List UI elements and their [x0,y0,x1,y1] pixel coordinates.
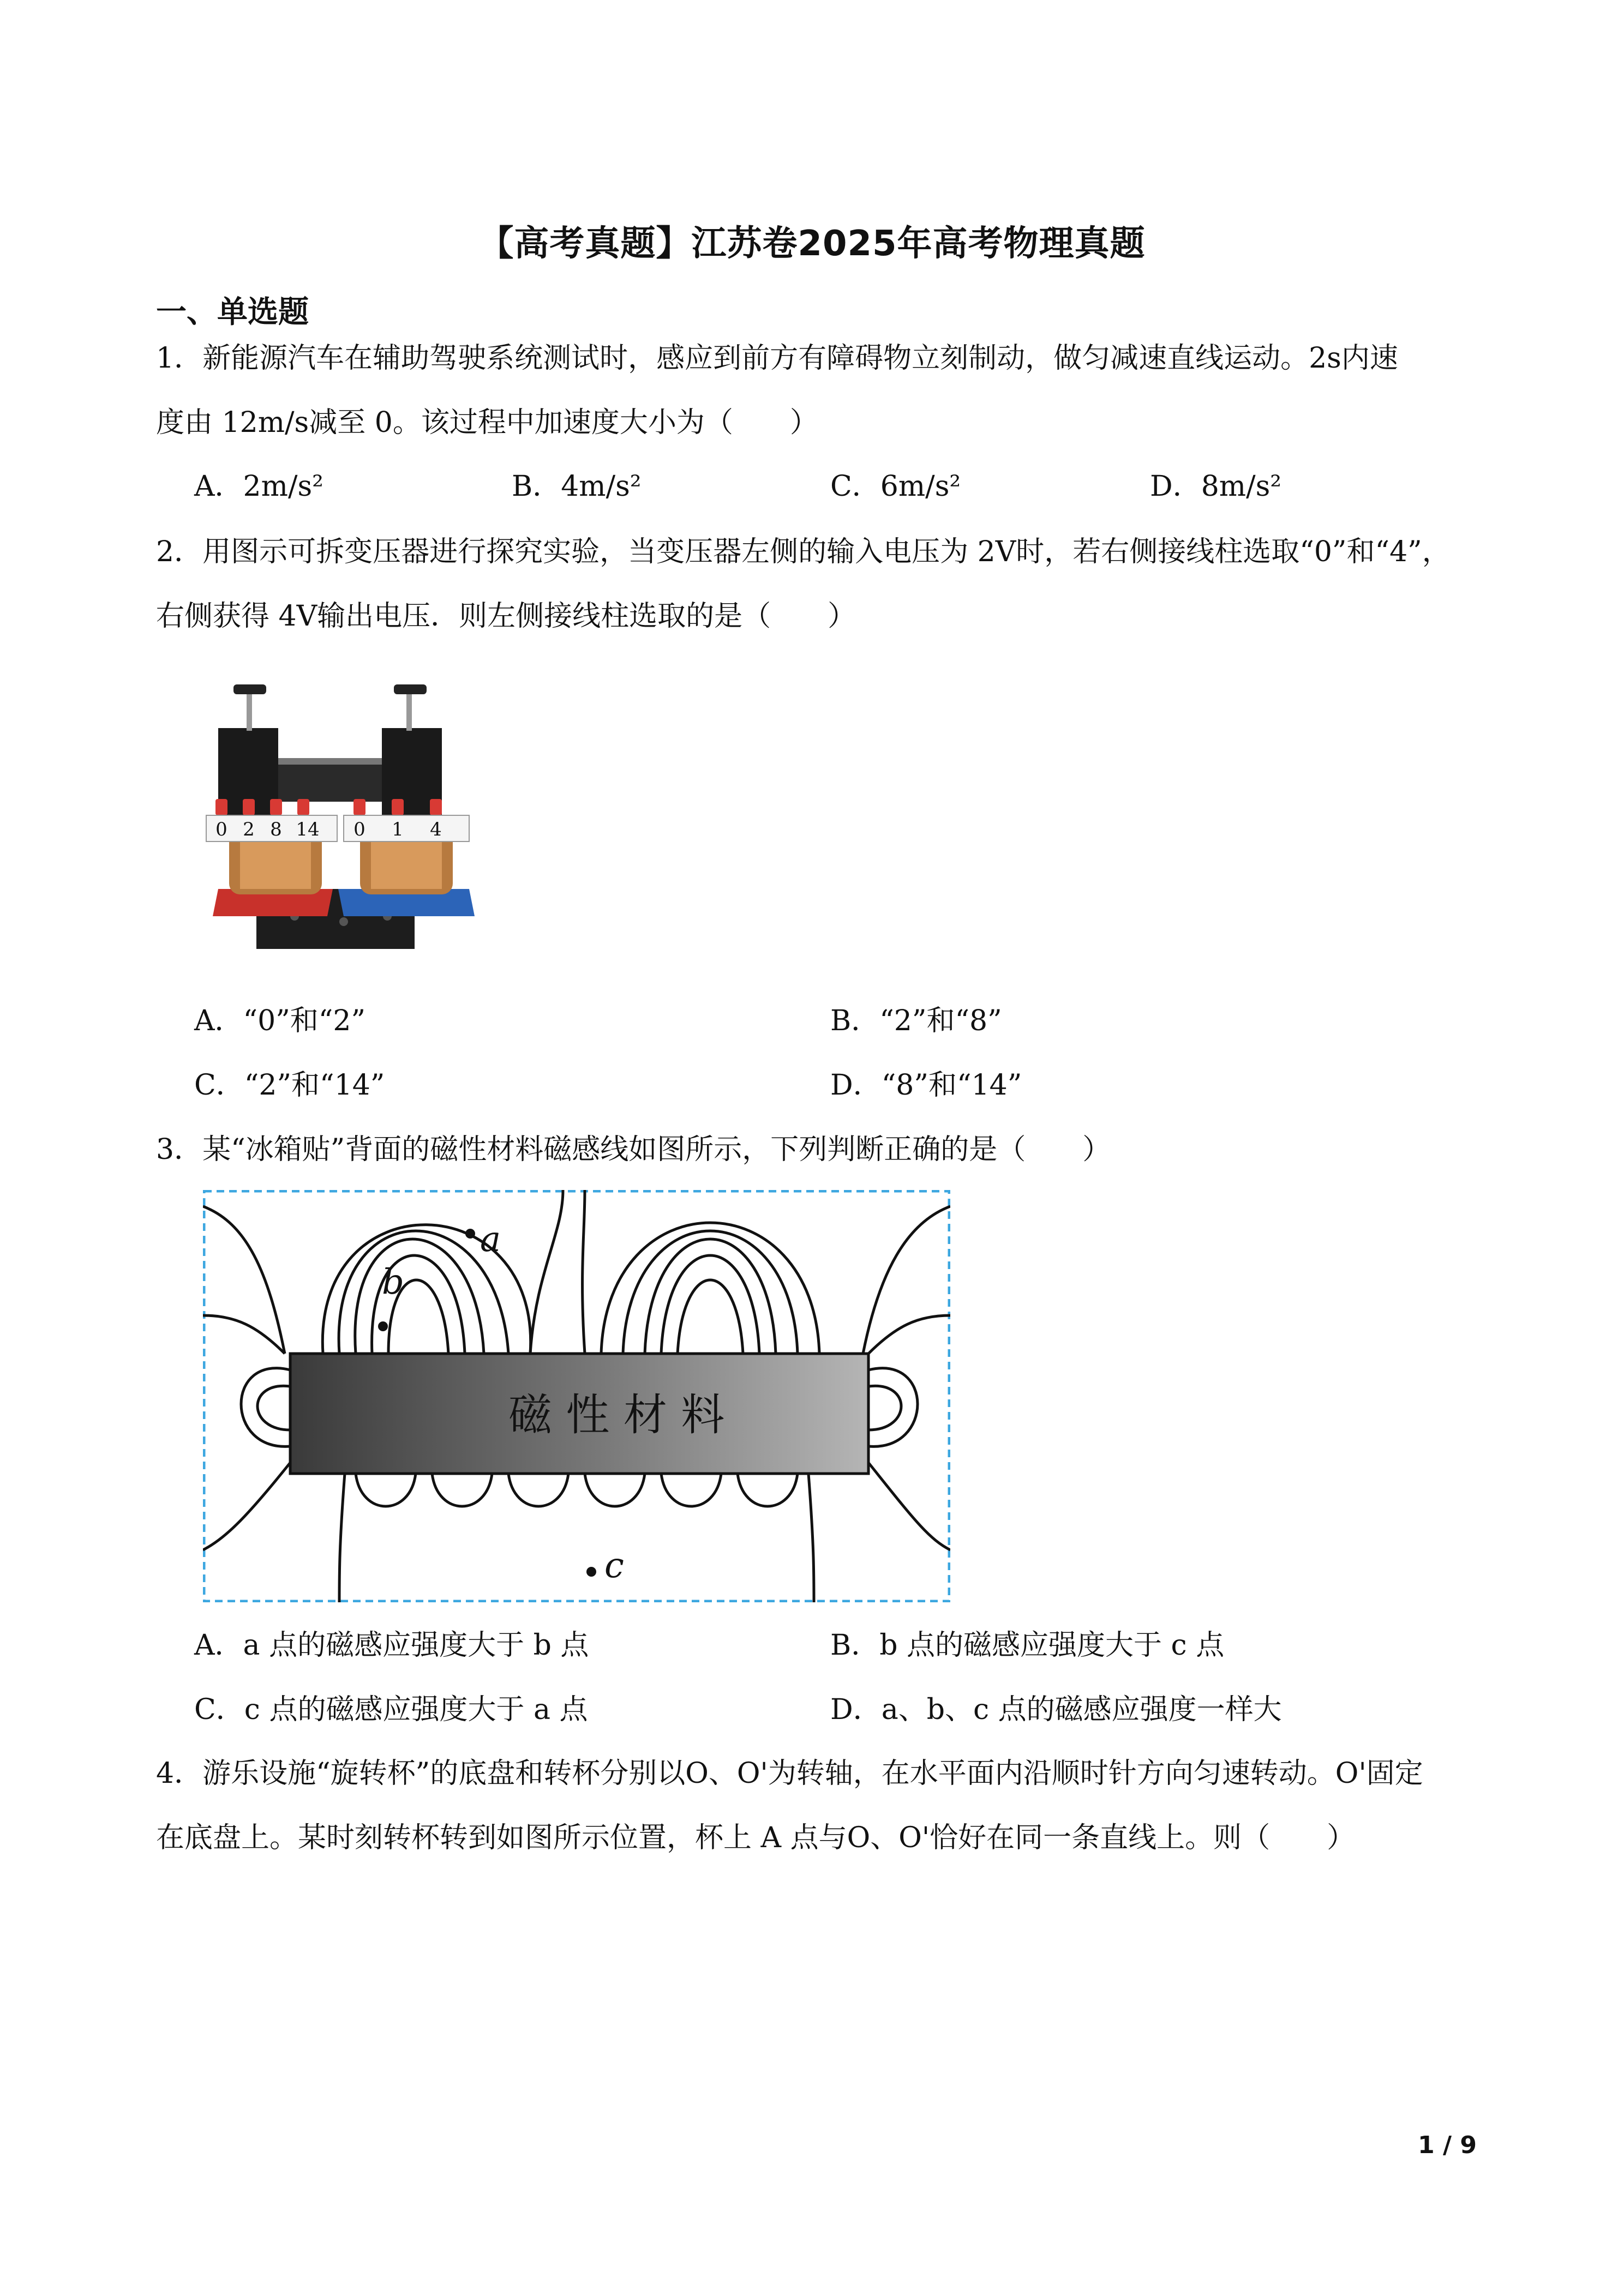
q2-option-a: A．“0”和“2” [194,1005,366,1037]
point-c-label: c [604,1546,624,1586]
magnetic-field-figure [203,1190,950,1602]
terminal-label-left-2: 2 [243,819,255,840]
q1-option-a: A．2m/s² [194,470,323,503]
terminal-label-left-14: 14 [296,819,320,840]
terminal-label-left-0: 0 [215,819,227,840]
q4-line1: 4．游乐设施“旋转杯”的底盘和转杯分别以O、O'为转轴，在水平面内沿顺时针方向匀速转动。O'固定 [156,1757,1423,1790]
q1-option-b: B．4m/s² [512,470,642,503]
terminal-label-right-1: 1 [392,819,404,840]
section-heading: 一、单选题 [156,294,309,330]
q3-option-d: D．a、b、c 点的磁感应强度一样大 [830,1693,1282,1726]
q2-option-d: D．“8”和“14” [830,1069,1022,1102]
q2-option-c: C．“2”和“14” [194,1069,385,1102]
q3-line1: 3．某“冰箱贴”背面的磁性材料磁感线如图所示，下列判断正确的是（ ） [156,1133,1111,1166]
q2-line2: 右侧获得 4V输出电压．则左侧接线柱选取的是（ ） [156,600,856,633]
q1-line2: 度由 12m/s减至 0。该过程中加速度大小为（ ） [156,406,818,439]
q3-option-a: A．a 点的磁感应强度大于 b 点 [194,1629,589,1662]
magnet-label: 磁 性 材 料 [508,1390,725,1440]
q4-line2: 在底盘上。某时刻转杯转到如图所示位置，杯上 A 点与O、O'恰好在同一条直线上。则（ ） [156,1822,1356,1854]
terminal-label-right-4: 4 [430,819,442,840]
q2-line1: 2．用图示可拆变压器进行探究实验，当变压器左侧的输入电压为 2V时，若右侧接线柱选取“0”和“4”， [156,536,1451,568]
point-a-label: a [480,1219,501,1260]
terminal-label-left-8: 8 [270,819,282,840]
q3-option-b: B．b 点的磁感应强度大于 c 点 [830,1629,1225,1662]
q1-line1: 1．新能源汽车在辅助驾驶系统测试时，感应到前方有障碍物立刻制动，做匀减速直线运动。2s内速 [156,342,1398,375]
terminal-label-right-0: 0 [353,819,365,840]
q1-option-d: D．8m/s² [1150,470,1282,503]
q2-option-b: B．“2”和“8” [830,1005,1002,1037]
transformer-figure [196,676,491,960]
point-b-label: b [382,1262,404,1302]
q3-option-c: C．c 点的磁感应强度大于 a 点 [194,1693,588,1726]
page-number: 1 / 9 [1418,2131,1477,2159]
page-title: 【高考真题】江苏卷2025年高考物理真题 [478,224,1146,264]
q1-option-c: C．6m/s² [830,470,961,503]
